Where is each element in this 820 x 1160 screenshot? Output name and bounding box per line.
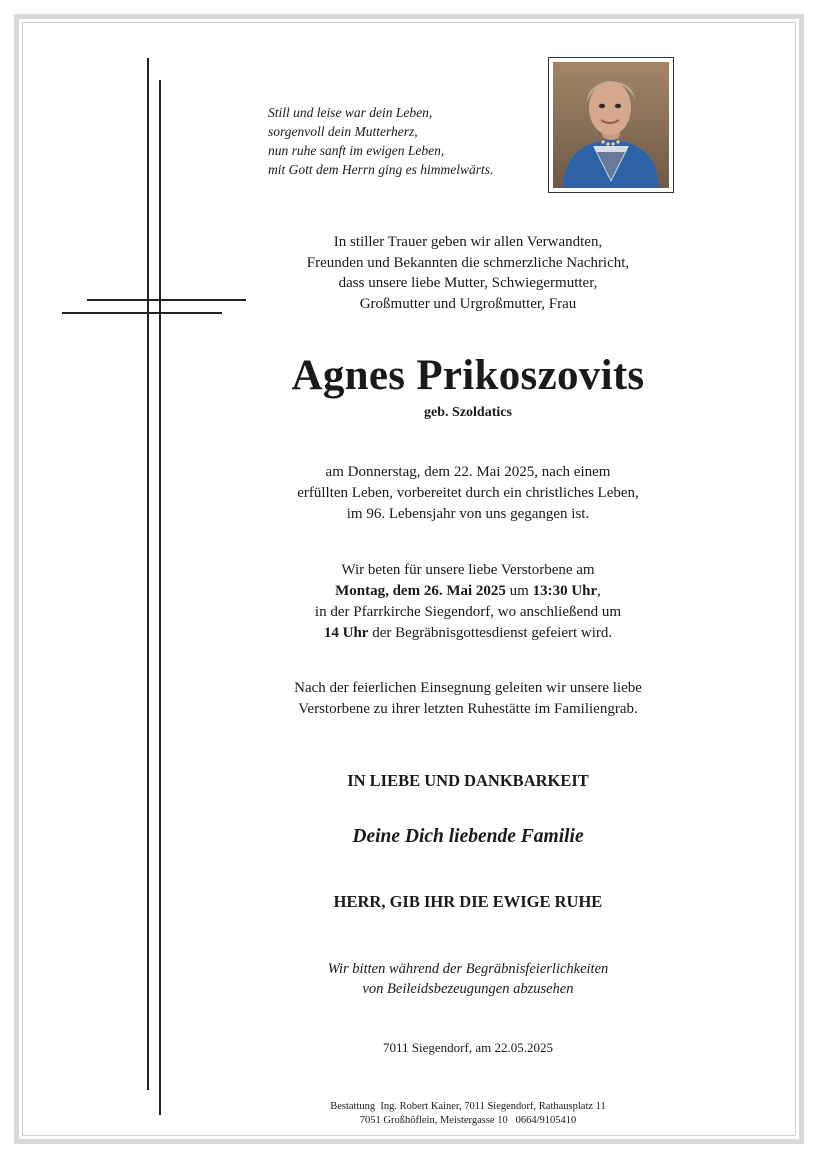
footer-line: Bestattung Ing. Robert Kainer, 7011 Siegendorf, Rathausplatz 11 xyxy=(330,1101,606,1112)
poem-line: Still und leise war dein Leben, xyxy=(268,105,433,120)
prayer-heading: HERR, GIB IHR DIE EWIGE RUHE xyxy=(333,892,603,911)
service-time: 13:30 Uhr xyxy=(532,583,598,599)
poem-line: mit Gott dem Herrn ging es himmelwärts. xyxy=(268,162,494,177)
announcement-line: dass unsere liebe Mutter, Schwiegermutter, xyxy=(338,275,598,291)
death-notice-line: am Donnerstag, dem 22. Mai 2025, nach einem xyxy=(325,464,611,480)
announcement-line: In stiller Trauer geben wir allen Verwandten, xyxy=(333,234,603,250)
service-line: in der Pfarrkirche Siegendorf, wo anschließend um xyxy=(314,604,622,620)
poem-line: nun ruhe sanft im ewigen Leben, xyxy=(268,143,445,158)
request-line: Wir bitten während der Begräbnisfeierlichkeiten xyxy=(327,961,609,977)
service-date: Montag, dem 26. Mai 2025 xyxy=(335,583,506,599)
service-date-line xyxy=(240,581,696,602)
death-notice xyxy=(240,462,696,525)
family-signature: Deine Dich liebende Familie xyxy=(352,826,584,847)
burial-line: Verstorbene zu ihrer letzten Ruhestätte im Familiengrab. xyxy=(298,701,638,717)
announcement-line: Freunden und Bekannten die schmerzliche Nachricht, xyxy=(306,254,630,271)
burial-line: Nach der feierlichen Einsegnung geleiten wir unsere liebe xyxy=(294,680,642,696)
footer-line: 7051 Großhöflein, Meistergasse 10 0664/9105410 xyxy=(359,1114,577,1126)
service-mass-line xyxy=(240,623,696,644)
service-line: Wir beten für unsere liebe Verstorbene am xyxy=(341,562,595,578)
announcement-line: Großmutter und Urgroßmutter, Frau xyxy=(359,295,577,312)
request-line: von Beileidsbezeugungen abzusehen xyxy=(362,981,574,997)
death-notice-line: im 96. Lebensjahr von uns gegangen ist. xyxy=(346,506,590,522)
death-notice-line: erfüllten Leben, vorbereitet durch ein christliches Leben, xyxy=(297,485,639,501)
service-comma: , xyxy=(597,583,601,599)
mass-text: der Begräbnisgottesdienst gefeiert wird. xyxy=(368,625,613,641)
burial-info xyxy=(240,678,696,720)
love-heading: IN LIEBE UND DANKBARKEIT xyxy=(347,771,589,790)
portrait-photo xyxy=(548,57,674,193)
place-date: 7011 Siegendorf, am 22.05.2025 xyxy=(383,1040,553,1055)
funeral-home-footer xyxy=(240,1100,696,1127)
service-info xyxy=(240,560,696,644)
deceased-name: Agnes Prikoszovits xyxy=(291,352,645,399)
condolence-request xyxy=(240,959,696,999)
announcement xyxy=(240,232,696,314)
portrait-image xyxy=(553,62,669,188)
poem xyxy=(268,103,558,179)
maiden-name: geb. Szoldatics xyxy=(424,405,512,420)
mass-time: 14 Uhr xyxy=(323,625,369,641)
service-um: um xyxy=(505,583,533,599)
poem-line: sorgenvoll dein Mutterherz, xyxy=(268,124,418,139)
